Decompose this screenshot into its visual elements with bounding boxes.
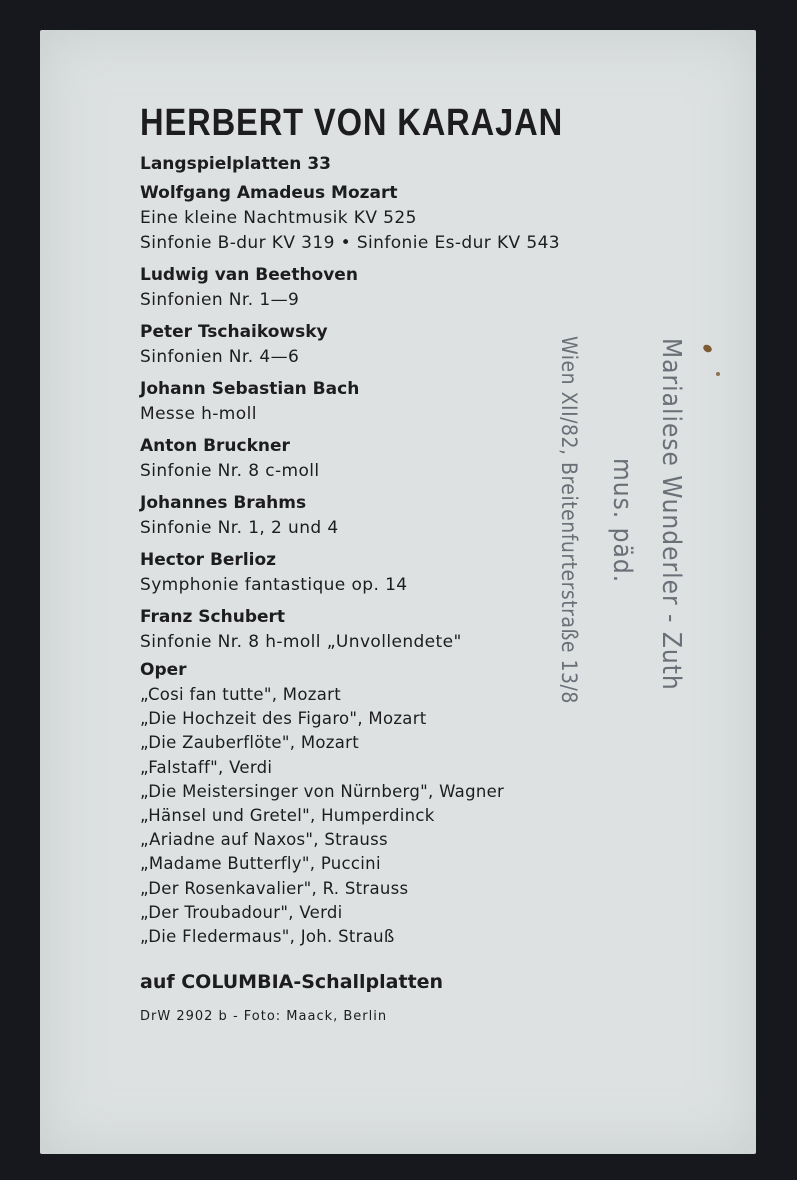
composer-name: Johann Sebastian Bach (140, 379, 360, 399)
composer-name: Franz Schubert (140, 607, 286, 627)
stamp-title: mus. päd. (607, 458, 637, 584)
work-title: Sinfonien Nr. 4—6 (140, 347, 300, 367)
opera-item: „Ariadne auf Naxos", Strauss (140, 830, 388, 850)
opera-item: „Die Fledermaus", Joh. Strauß (140, 927, 395, 947)
composer-name: Wolfgang Amadeus Mozart (140, 183, 398, 203)
opera-item: „Der Rosenkavalier", R. Strauss (140, 878, 409, 898)
composer-name: Hector Berlioz (140, 550, 277, 570)
opera-item: „Die Meistersinger von Nürnberg", Wagner (140, 781, 505, 801)
print-credit: DrW 2902 b - Foto: Maack, Berlin (140, 1009, 388, 1025)
stain-mark (716, 372, 720, 376)
stamp-address: Wien XII/82, Breitenfurterstraße 13/8 (557, 336, 581, 704)
record-item (140, 321, 700, 370)
card-subtitle: Langspielplatten 33 (140, 154, 331, 174)
postcard (40, 30, 756, 1154)
work-title: Sinfonie Nr. 8 c-moll (140, 461, 320, 481)
opera-heading: Oper (140, 660, 187, 680)
work-title: Eine kleine Nachtmusik KV 525 (140, 208, 417, 228)
opera-item: „Der Troubadour", Verdi (140, 902, 343, 922)
opera-item: „Madame Butterfly", Puccini (140, 854, 381, 874)
record-item (140, 606, 700, 655)
work-title: Sinfonien Nr. 1—9 (140, 290, 300, 310)
record-item (140, 378, 700, 427)
work-title: Sinfonie Nr. 1, 2 und 4 (140, 518, 339, 538)
opera-item: „Die Hochzeit des Figaro", Mozart (140, 709, 427, 729)
opera-list (140, 683, 700, 949)
composer-name: Johannes Brahms (140, 493, 307, 513)
composer-name: Peter Tschaikowsky (140, 322, 328, 342)
stamp-name: Marialiese Wunderler - Zuth (656, 338, 686, 691)
opera-item: „Hänsel und Gretel", Humperdinck (140, 806, 435, 826)
composer-name: Anton Bruckner (140, 436, 290, 456)
record-item (140, 264, 700, 313)
work-title: Sinfonie B-dur KV 319 • Sinfonie Es-dur KV 543 (140, 233, 561, 253)
card-title: HERBERT VON KARAJAN (140, 102, 564, 144)
opera-item: „Cosi fan tutte", Mozart (140, 685, 341, 704)
composer-name: Ludwig van Beethoven (140, 265, 358, 285)
work-title: Messe h-moll (140, 404, 257, 424)
record-list (140, 182, 700, 655)
work-title: Symphonie fantastique op. 14 (140, 575, 408, 595)
work-title: Sinfonie Nr. 8 h-moll „Unvollendete" (140, 632, 462, 652)
label-footer: auf COLUMBIA-Schallplatten (140, 971, 444, 994)
opera-item: „Die Zauberflöte", Mozart (140, 733, 359, 753)
record-item (140, 182, 700, 256)
opera-item: „Falstaff", Verdi (140, 757, 273, 777)
